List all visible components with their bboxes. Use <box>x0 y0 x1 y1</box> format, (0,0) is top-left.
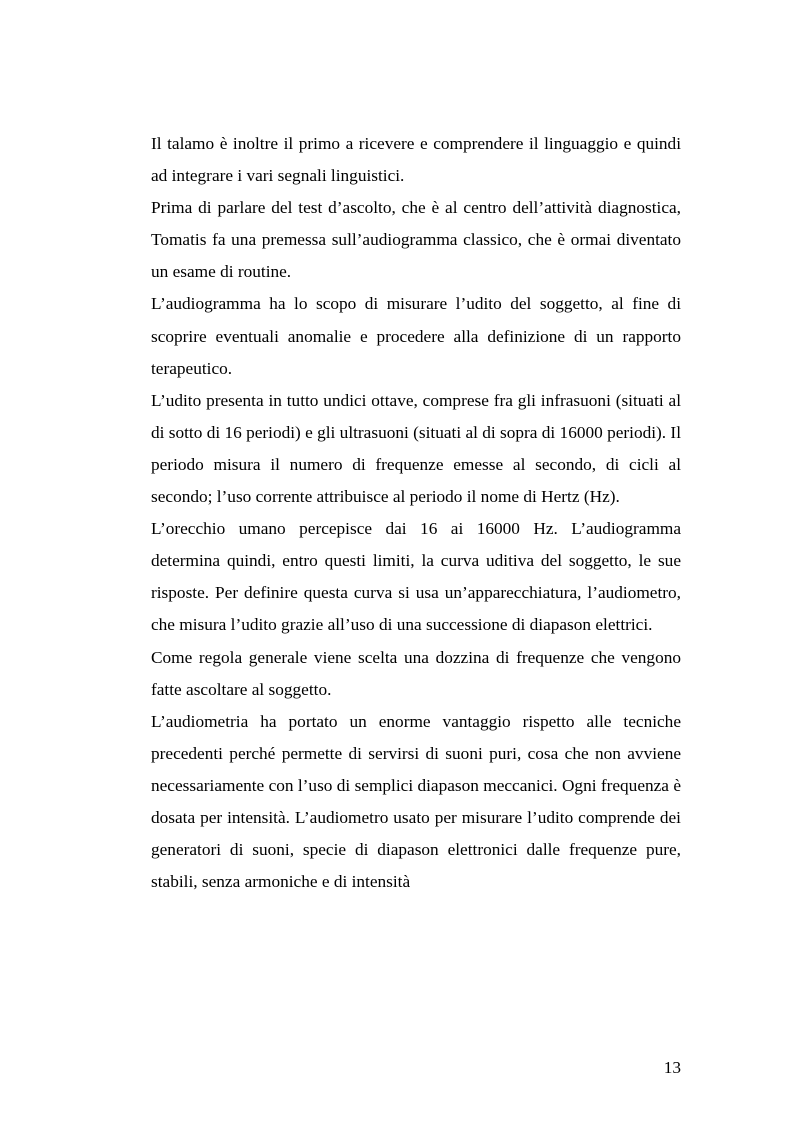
paragraph-octaves: L’udito presenta in tutto undici ottave, comprese fra gli infrasuoni (situati al di sotto di 16 periodi) e gli ultrasuoni (situati al di sopra di 16000 periodi). Il periodo misura il numero di frequenze emesse al secondo, di cicli al secondo; l’uso corrente attribuisce al periodo il nome di Hertz (Hz). <box>151 390 681 507</box>
page-number: 13 <box>663 1058 681 1077</box>
body-text <box>151 128 681 898</box>
paragraph-human-ear: L’orecchio umano percepisce dai 16 ai 16000 Hz. L’audiogramma determina quindi, entro questi limiti, la curva uditiva del soggetto, le sue risposte. Per definire questa curva si usa un’apparecchiatura, l’audiometro, che misura l’udito grazie all’uso di una successione di diapason elettrici. <box>151 519 681 635</box>
paragraph-listening-test: Prima di parlare del test d’ascolto, che è al centro dell’attività diagnostica, Tomatis fa una premessa sull’audiogramma classico, che è ormai diventato un esame di routine. <box>151 198 681 282</box>
paragraph-thalamus: Il talamo è inoltre il primo a ricevere e comprendere il linguaggio e quindi ad integrare i vari segnali linguistici. <box>151 134 681 186</box>
paragraph-frequencies: Come regola generale viene scelta una dozzina di frequenze che vengono fatte ascoltare al soggetto. <box>151 647 681 699</box>
paragraph-audiometry: L’audiometria ha portato un enorme vantaggio rispetto alle tecniche precedenti perché permette di servirsi di suoni puri, cosa che non avviene necessariamente con l’uso di semplici diapason meccanici. Ogni frequenza è dosata per intensità. L’audiometro usato per misurare l’udito comprende dei generatori di suoni, specie di diapason elettronici dalle frequenze pure, stabili, senza armoniche e di intensità <box>151 711 681 892</box>
paragraph-audiogram-purpose: L’audiogramma ha lo scopo di misurare l’udito del soggetto, al fine di scoprire eventuali anomalie e procedere alla definizione di un rapporto terapeutico. <box>151 294 681 378</box>
